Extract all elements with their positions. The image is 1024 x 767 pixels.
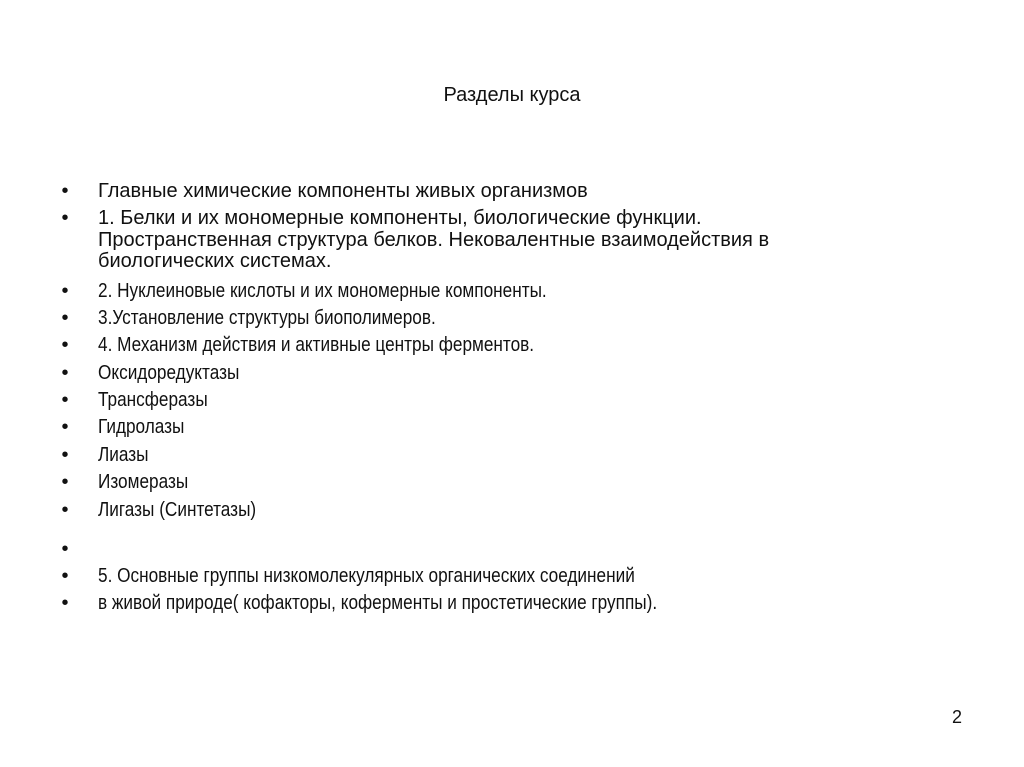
- bullet-icon: •: [61, 389, 69, 411]
- bullet-icon: •: [61, 207, 69, 229]
- bullet-icon: •: [61, 334, 69, 356]
- list-item-text: Изомеразы: [98, 471, 189, 493]
- list-item-text: 2. Нуклеиновые кислоты и их мономерные компоненты.: [98, 280, 547, 302]
- bullet-icon: •: [61, 180, 69, 202]
- bullet-icon: •: [61, 499, 69, 521]
- bullet-icon: •: [61, 538, 69, 560]
- bullet-icon: •: [61, 565, 69, 587]
- page-number: 2: [952, 707, 963, 727]
- list-item-text: в живой природе( кофакторы, коферменты и простетические группы).: [98, 592, 658, 614]
- list-item-text: Оксидоредуктазы: [98, 362, 240, 384]
- list-item-text: Лиазы: [98, 444, 149, 466]
- list-item-text-line-1: 1. Белки и их мономерные компоненты, биологические функции.: [98, 207, 702, 229]
- bullet-icon: •: [61, 592, 69, 614]
- list-item-text: 4. Механизм действия и активные центры ферментов.: [98, 334, 535, 356]
- bullet-icon: •: [61, 444, 69, 466]
- list-item-text-line-3: биологических системах.: [98, 250, 332, 272]
- list-item-text: Гидролазы: [98, 416, 185, 438]
- bullet-icon: •: [61, 307, 69, 329]
- bullet-icon: •: [61, 280, 69, 302]
- slide-title: Разделы курса: [443, 84, 581, 106]
- bullet-icon: •: [61, 362, 69, 384]
- bullet-icon: •: [61, 416, 69, 438]
- list-item-text: Лигазы (Синтетазы): [98, 499, 257, 521]
- list-item-text: Трансферазы: [98, 389, 208, 411]
- bullet-icon: •: [61, 471, 69, 493]
- list-item-text: 5. Основные группы низкомолекулярных органических соединений: [98, 565, 635, 587]
- list-item-text: Главные химические компоненты живых организмов: [98, 180, 588, 202]
- list-item-text-line-2: Пространственная структура белков. Нековалентные взаимодействия в: [98, 229, 770, 251]
- list-item-text: 3.Установление структуры биополимеров.: [98, 307, 436, 329]
